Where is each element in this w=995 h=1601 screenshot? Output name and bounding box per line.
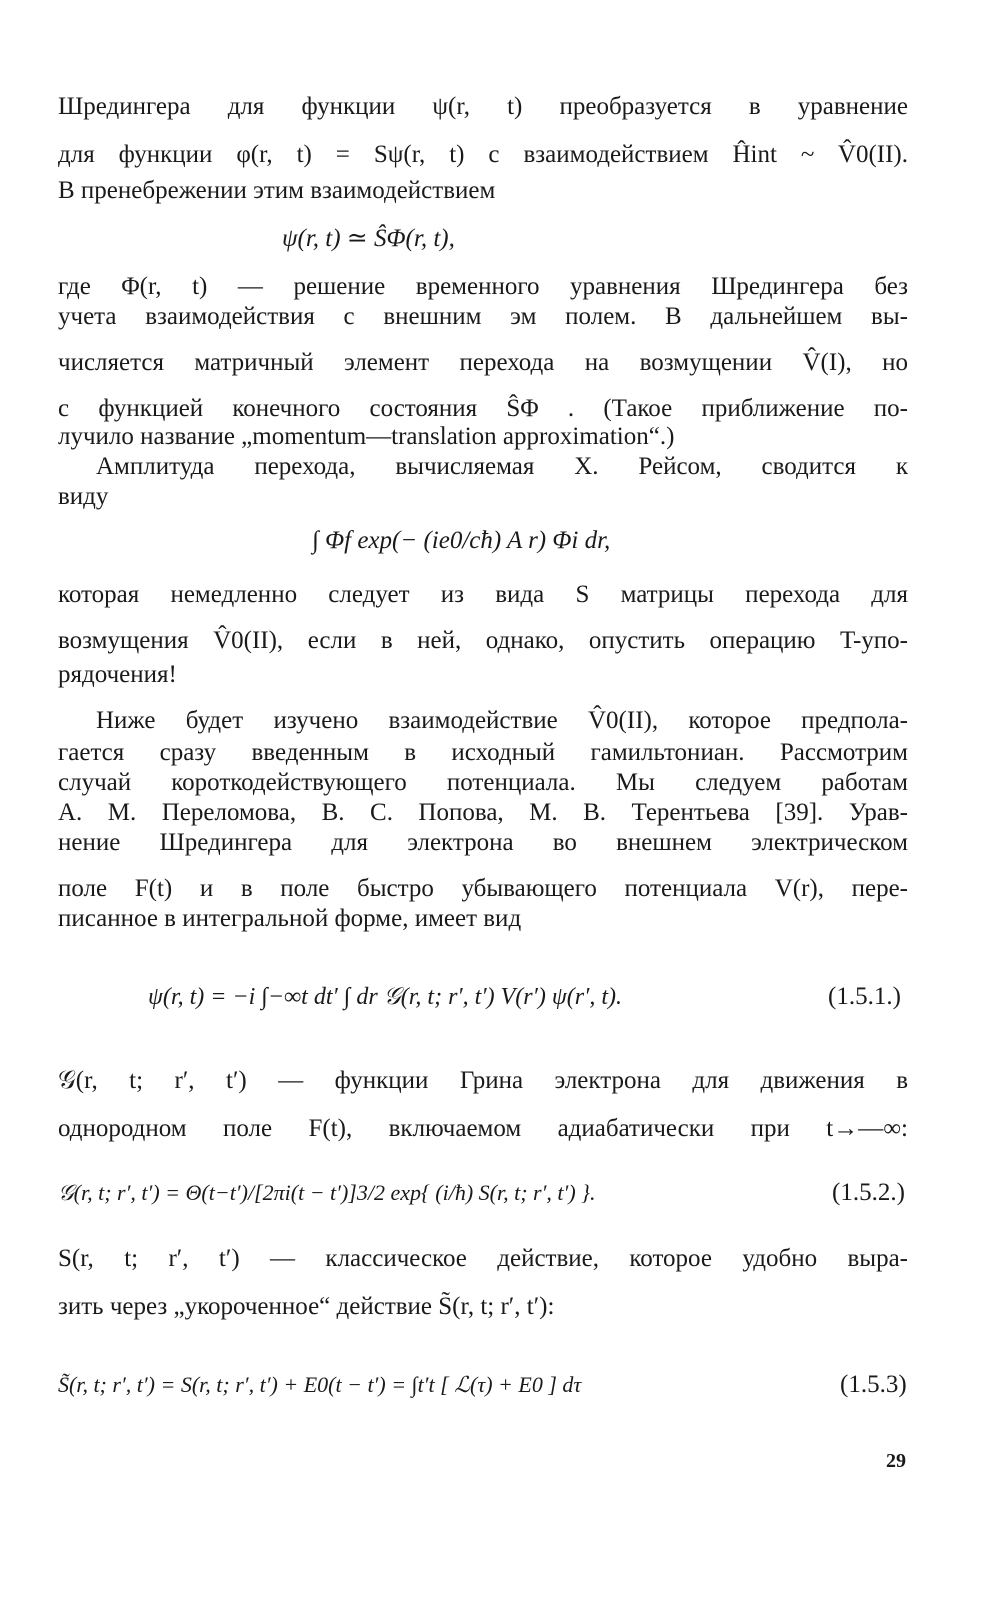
text-line-15: гается сразу введенным в исходный гамильтониан. Рассмотрим (58, 739, 908, 766)
text-line-17: А. М. Переломова, В. С. Попова, М. В. Терентьева [39]. Урав- (58, 799, 908, 826)
equation-number-1-5-3: (1.5.3) (840, 1371, 907, 1398)
text-line-2: для функции φ(r, t) = Sψ(r, t) с взаимодействием Ĥint ~ V̂0(II). (58, 141, 908, 168)
equation-psi-approx: ψ(r, t) ≃ ŜΦ(r, t), (282, 225, 455, 252)
text-line-16: случай короткодействующего потенциала. Мы следуем работам (58, 769, 908, 796)
text-line-20: писанное в интегральной форме, имеет вид (58, 905, 522, 932)
text-line-10: виду (58, 483, 109, 510)
text-line-6: числяется матричный элемент перехода на возмущении V̂(I), но (58, 349, 908, 376)
text-line-23: S(r, t; r′, t′) — классическое действие, которое удобно выра- (58, 1245, 908, 1272)
text-line-3: В пренебрежении этим взаимодействием (58, 177, 496, 204)
text-line-24: зить через „укороченное“ действие S̃(r, t; r′, t′): (58, 1293, 555, 1320)
text-line-13: рядочения! (58, 661, 177, 688)
equation-1-5-2: 𝒢(r, t; r′, t′) = Θ(t−t′)/[2πi(t − t′)]3/2 exp{ (i/ħ) S(r, t; r′, t′) }. (58, 1180, 596, 1205)
equation-amplitude: ∫ Φf exp(− (ie0/cħ) A r) Φi dr, (312, 527, 611, 554)
text-line-22: однородном поле F(t), включаемом адиабатически при t→—∞: (58, 1115, 908, 1142)
equation-number-1-5-2: (1.5.2.) (832, 1179, 905, 1206)
equation-number-1-5-1: (1.5.1.) (828, 983, 901, 1010)
text-line-18: нение Шредингера для электрона во внешнем электрическом (58, 829, 908, 856)
text-line-8: лучило название „momentum—translation approximation“.) (58, 423, 675, 450)
equation-1-5-1: ψ(r, t) = −i ∫−∞t dt′ ∫ dr 𝒢(r, t; r′, t′) V(r′) ψ(r′, t). (148, 984, 622, 1010)
page-number: 29 (886, 1450, 906, 1472)
text-line-4: где Φ(r, t) — решение временного уравнения Шредингера без (58, 273, 908, 300)
equation-1-5-3: S̃(r, t; r′, t′) = S(r, t; r′, t′) + E0(t − t′) = ∫t′t [ ℒ(τ) + E0 ] dτ (58, 1372, 582, 1397)
text-line-7: с функцией конечного состояния ŜΦ . (Такое приближение по- (58, 395, 908, 422)
text-line-12: возмущения V̂0(II), если в ней, однако, опустить операцию T-упо- (58, 627, 908, 654)
text-line-5: учета взаимодействия с внешним эм полем. В дальнейшем вы- (58, 303, 908, 330)
text-line-11: которая немедленно следует из вида S матрицы перехода для (58, 581, 908, 608)
text-line-14: Ниже будет изучено взаимодействие V̂0(II), которое предпола- (96, 707, 908, 734)
text-line-9: Амплитуда перехода, вычисляемая Х. Рейсом, сводится к (96, 453, 908, 480)
text-line-21: 𝒢(r, t; r′, t′) — функции Грина электрона для движения в (58, 1067, 908, 1094)
text-line-19: поле F(t) и в поле быстро убывающего потенциала V(r), пере- (58, 875, 908, 902)
text-line-1: Шредингера для функции ψ(r, t) преобразуется в уравнение (58, 93, 908, 120)
